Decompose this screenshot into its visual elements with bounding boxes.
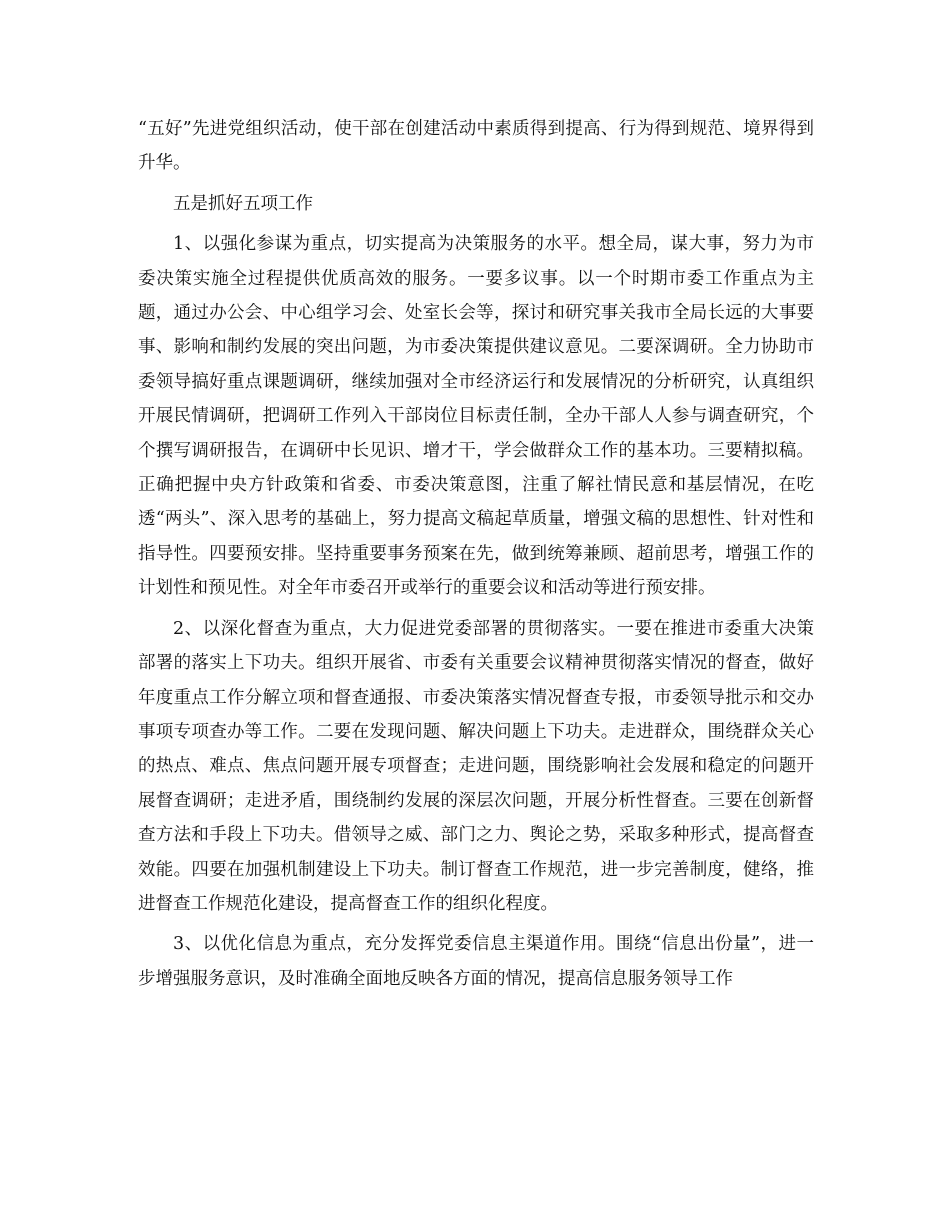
paragraph-item-1: 1、以强化参谋为重点，切实提高为决策服务的水平。想全局，谋大事，努力为市委决策实施全过程提供优质高效的服务。一要多议事。以一个时期市委工作重点为主题，通过办公会、中心组学习会、处室长会等，探讨和研究事关我市全局长远的大事要事、影响和制约发展的突出问题，为市委决策提供建议意见。二要深调研。全力协助市委领导搞好重点课题调研，继续加强对全市经济运行和发展情况的分析研究，认真组织开展民情调研，把调研工作列入干部岗位目标责任制，全办干部人人参与调查研究，个个撰写调研报告，在调研中长见识、增才干，学会做群众工作的基本功。三要精拟稿。正确把握中央方针政策和省委、市委决策意图，注重了解社情民意和基层情况，在吃透“两头”、深入思考的基础上，努力提高文稿起草质量，增强文稿的思想性、针对性和指导性。四要预安排。坚持重要事务预案在先，做到统筹兼顾、超前思考，增强工作的计划性和预见性。对全年市委召开或举行的重要会议和活动等进行预安排。 bbox=[138, 234, 814, 599]
section-heading-five-tasks: 五是抓好五项工作 bbox=[173, 193, 313, 214]
paragraph-item-2: 2、以深化督查为重点，大力促进党委部署的贯彻落实。一要在推进市委重大决策部署的落实上下功夫。组织开展省、市委有关重要会议精神贯彻落实情况的督查，做好年度重点工作分解立项和督查通报、市委决策落实情况督查专报，市委领导批示和交办事项专项查办等工作。二要在发现问题、解决问题上下功夫。走进群众，围绕群众关心的热点、难点、焦点问题开展专项督查；走进问题，围绕影响社会发展和稳定的问题开展督查调研；走进矛盾，围绕制约发展的深层次问题，开展分析性督查。三要在创新督查方法和手段上下功夫。借领导之威、部门之力、舆论之势，采取多种形式，提高督查效能。四要在加强机制建设上下功夫。制订督查工作规范，进一步完善制度，健络，推进督查工作规范化建设，提高督查工作的组织化程度。 bbox=[138, 618, 814, 914]
paragraph-item-3: 3、以优化信息为重点，充分发挥党委信息主渠道作用。围绕“信息出份量”，进一步增强服务意识，及时准确全面地反映各方面的情况，提高信息服务领导工作 bbox=[138, 934, 814, 989]
document-body bbox=[138, 112, 814, 996]
paragraph-continuation: “五好”先进党组织活动，使干部在创建活动中素质得到提高、行为得到规范、境界得到升华。 bbox=[138, 119, 814, 174]
